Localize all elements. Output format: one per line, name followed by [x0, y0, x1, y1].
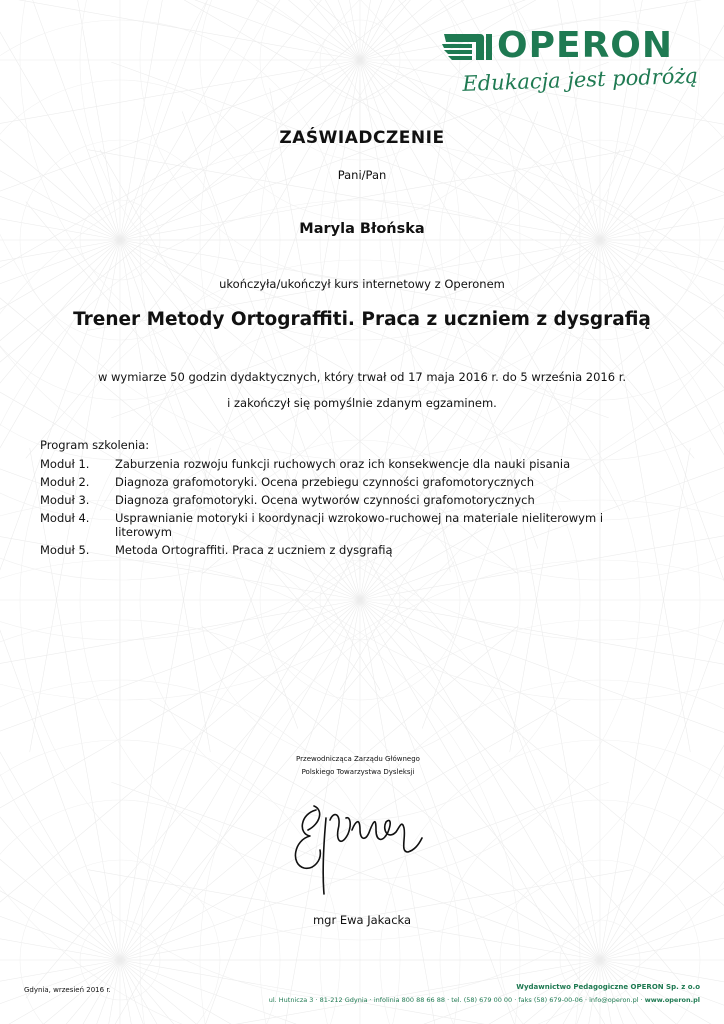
completed-text: ukończyła/ukończył kurs internetowy z Operonem — [219, 277, 505, 291]
contact-details: ul. Hutnicza 3 · 81-212 Gdynia · infolinia 800 88 66 88 · tel. (58) 679 00 00 · faks (58) 679-00-06 · info@operon.pl · — [268, 996, 645, 1004]
signer-role-line2: Polskiego Towarzystwa Dysleksji — [301, 768, 415, 776]
logo-tagline: Edukacja jest podróżą — [462, 63, 699, 96]
module-row — [40, 493, 680, 507]
module-number: Moduł 4. — [40, 511, 90, 525]
module-number: Moduł 2. — [40, 475, 90, 489]
duration-text: w wymiarze 50 godzin dydaktycznych, który trwał od 17 maja 2016 r. do 5 września 2016 r. — [97, 370, 627, 384]
module-number: Moduł 3. — [40, 493, 90, 507]
publisher-name: Wydawnictwo Pedagogiczne OPERON Sp. z o.o — [516, 983, 700, 991]
publisher-contact — [269, 996, 700, 1004]
module-number: Moduł 1. — [40, 457, 90, 471]
module-title: Zaburzenia rozwoju funkcji ruchowych oraz ich konsekwencje dla nauki pisania — [115, 457, 571, 471]
passed-text: i zakończył się pomyślnie zdanym egzaminem. — [227, 396, 497, 410]
place-date: Gdynia, wrzesień 2016 r. — [24, 986, 111, 994]
operon-logo — [440, 26, 702, 104]
training-program — [40, 437, 680, 561]
signer-role — [268, 753, 448, 779]
website-link[interactable]: www.operon.pl — [644, 996, 700, 1004]
certificate-title: ZAŚWIADCZENIE — [279, 128, 445, 148]
signer-role-line1: Przewodnicząca Zarządu Głównego — [296, 755, 420, 763]
book-wings-icon — [440, 30, 496, 64]
module-title: Diagnoza grafomotoryki. Ocena przebiegu czynności grafomotorycznych — [115, 475, 534, 489]
course-title: Trener Metody Ortograffiti. Praca z uczniem z dysgrafią — [73, 309, 651, 330]
module-title: Usprawnianie motoryki i koordynacji wzrokowo-ruchowej na materiale nieliterowym i literowym — [115, 511, 604, 539]
module-row — [40, 457, 680, 471]
salutation: Pani/Pan — [337, 168, 387, 182]
module-row — [40, 475, 680, 489]
program-heading: Program szkolenia: — [40, 438, 150, 452]
module-title: Metoda Ortograffiti. Praca z uczniem z dysgrafią — [115, 543, 393, 557]
signer-name: mgr Ewa Jakacka — [312, 913, 412, 927]
module-number: Moduł 5. — [40, 543, 90, 557]
module-row — [40, 543, 680, 557]
module-row — [40, 511, 680, 539]
logo-wordmark: OPERON — [497, 25, 674, 66]
handwritten-signature — [280, 790, 430, 900]
recipient-name: Maryla Błońska — [299, 221, 425, 237]
module-title: Diagnoza grafomotoryki. Ocena wytworów czynności grafomotorycznych — [115, 493, 535, 507]
